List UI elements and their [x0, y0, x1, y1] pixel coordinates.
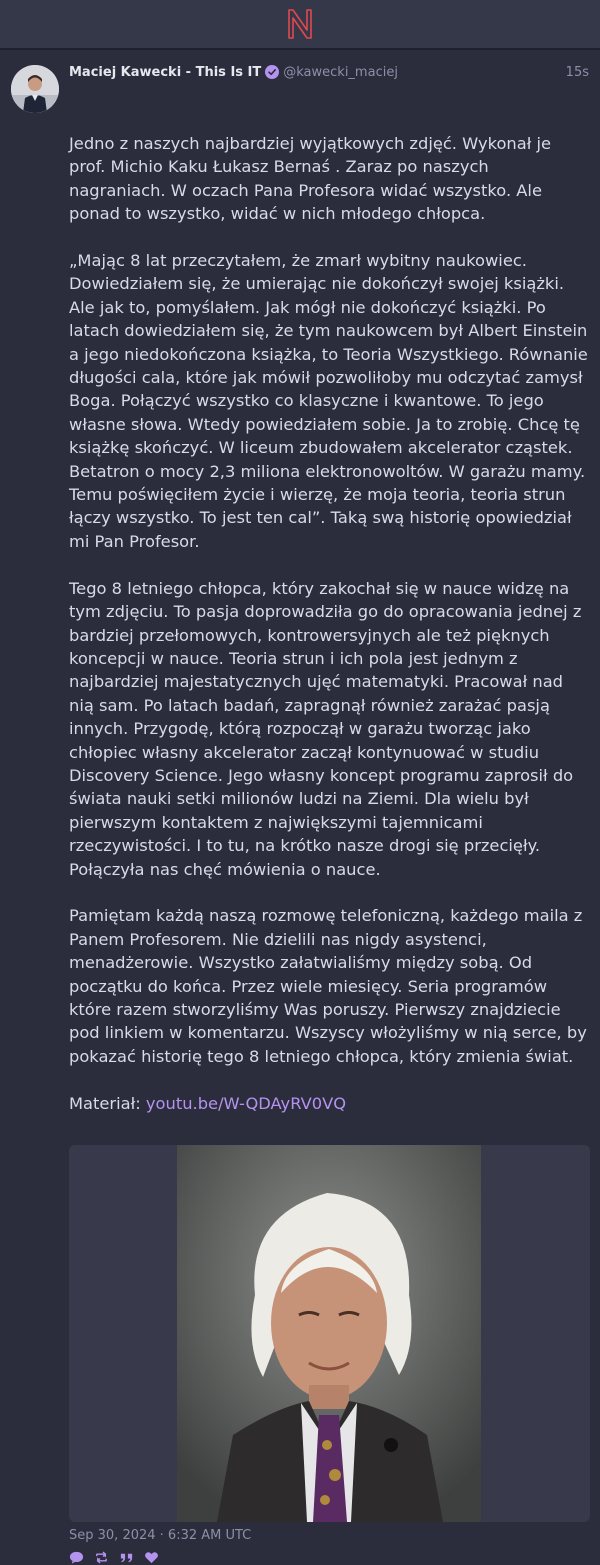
repost-icon[interactable] — [94, 1550, 109, 1565]
portrait-photo[interactable] — [177, 1145, 481, 1522]
post-paragraph: Tego 8 letniego chłopca, który zakochał się w nauce widzę na tym zdjęciu. To pasja doprowadziła go do opracowania jednej z bardziej przełomowych, kontrowersyjnych ale też pięknych koncepcji w nauce. Teoria strun i ich pola jest jednym z najbardziej majestatycznych ujęć matematyki. Pracował nad nią sam. Po latach badań, zapragnął również zarażać pasją innych. Przygodę, którą rozpoczął w garażu tworząc jako chłopiec własny akcelerator zaczął kontynuować w studiu Discovery Science. Jego własny koncept programu zaprosił do świata nauki setki milionów ludzi na Ziemi. Dla wielu był pierwszym kontaktem z największymi tajemnicami rzeczywistości. I to tu, na krótko nasze drogi się przecięły. Połączyła nas chęć mówienia o nauce. — [69, 578, 582, 879]
post-time[interactable]: 15s — [565, 64, 589, 80]
like-icon[interactable] — [144, 1550, 159, 1565]
author-name[interactable]: Maciej Kawecki - This Is IT — [69, 64, 262, 80]
top-bar — [0, 0, 600, 50]
post-actions — [69, 1550, 159, 1565]
material-label: Materiał: — [69, 1093, 141, 1113]
n-logo-icon[interactable] — [286, 8, 314, 40]
material-line — [69, 1092, 590, 1115]
post-paragraph: Jedno z naszych najbardziej wyjątkowych zdjęć. Wykonał je prof. Michio Kaku Łukasz Bernaś . Zaraz po naszych nagraniach. W oczach Pana Profesora widać wszystko. Ale ponad to wszystko, widać w nich młodego chłopca. — [69, 134, 552, 224]
post-paragraph: Pamiętam każdą naszą rozmowę telefoniczną, każdego maila z Panem Profesorem. Nie dzielili nas nigdy asystenci, menadżerowie. Wszystko załatwialiśmy między sobą. Od początku do końca. Przez wiele miesięcy. Seria programów które razem stworzyliśmy Was poruszy. Pierwszy znajdziecie pod linkiem w komentarzu. Wszyscy włożyliśmy w nią serce, by pokazać historię tego 8 letniego chłopca, który zmienia świat. — [69, 906, 587, 1066]
author-handle[interactable]: @kawecki_maciej — [283, 64, 398, 80]
post-media[interactable] — [69, 1145, 590, 1522]
material-link[interactable]: youtu.be/W-QDAyRV0VQ — [145, 1093, 347, 1113]
post-header — [69, 62, 589, 82]
post-timestamp[interactable]: Sep 30, 2024 · 6:32 AM UTC — [69, 1528, 252, 1543]
avatar[interactable] — [11, 65, 59, 113]
verified-badge-icon — [265, 65, 279, 79]
reply-icon[interactable] — [69, 1550, 84, 1565]
post-content — [69, 132, 590, 1115]
quote-icon[interactable] — [119, 1550, 134, 1565]
post-paragraph: „Mając 8 lat przeczytałem, że zmarł wybitny naukowiec. Dowiedziałem się, że umierając nie dokończył swojej książki. Ale jak to, pomyślałem. Jak mógł nie dokończyć książki. Po latach dowiedziałem się, że tym naukowcem był Albert Einstein a jego niedokończona książka, to Teoria Wszystkiego. Równanie długości cala, które jak mówił pozwoliłoby mu odczytać zamysł Boga. Połączyć wszystko co klasyczne i kwantowe. To jego własne słowa. Wtedy powiedziałem sobie. Ja to zrobię. Chcę tę książkę skończyć. W liceum zbudowałem akcelerator cząstek. Betatron o mocy 2,3 miliona elektronowoltów. W garażu mamy. Temu poświęciłem życie i wierzę, że moja teoria, teoria strun łączy wszystko. To jest ten cal”. Taką swą historię opowiedział mi Pan Profesor. — [69, 251, 588, 551]
